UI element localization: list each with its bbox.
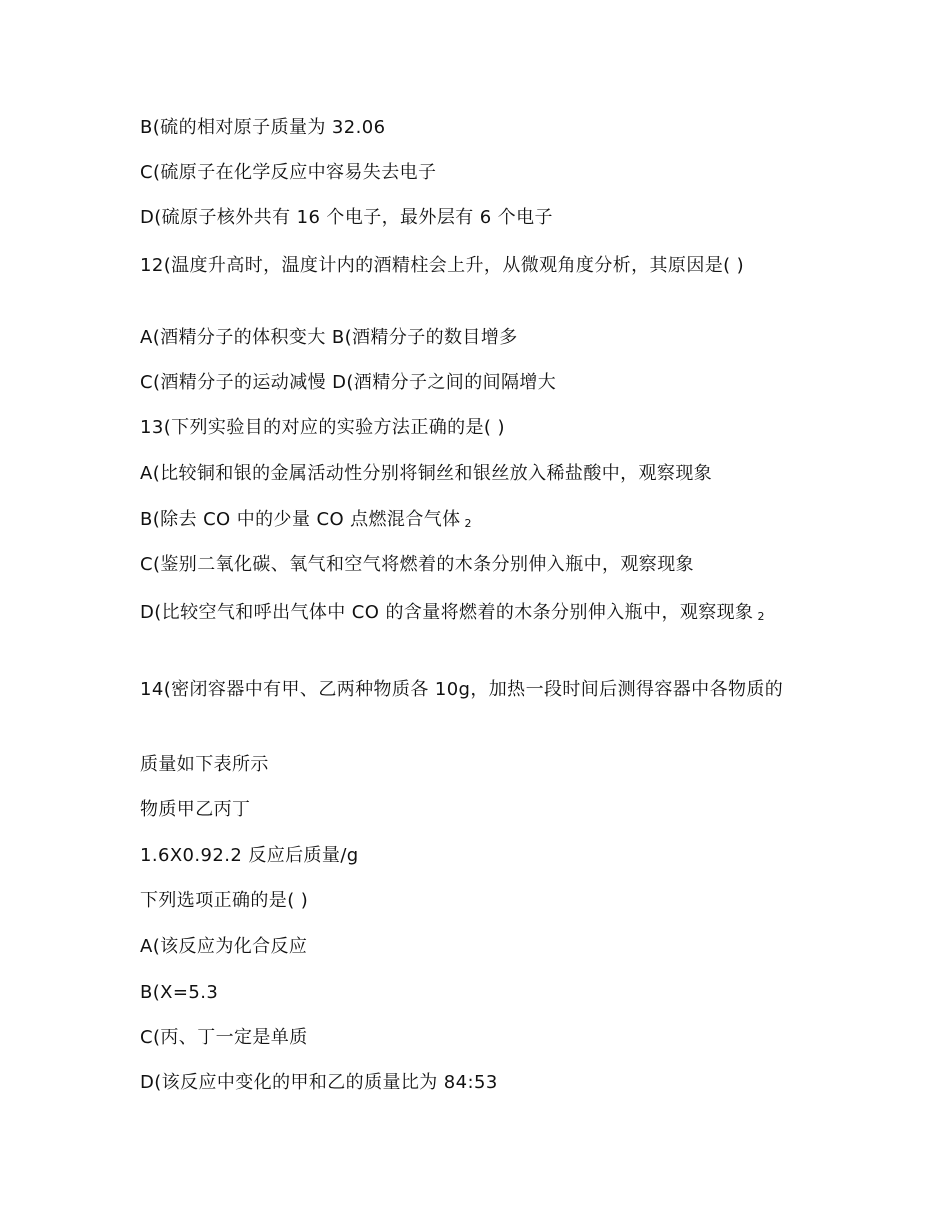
question-14-table-values: 1.6X0.92.2 反应后质量/g: [140, 845, 359, 866]
question-14-option-c: C(丙、丁一定是单质: [140, 1027, 308, 1048]
question-14-option-d: D(该反应中变化的甲和乙的质量比为 84:53: [140, 1072, 498, 1093]
question-14-stem: 14(密闭容器中有甲、乙两种物质各 10g，加热一段时间后测得容器中各物质的: [140, 679, 784, 700]
question-13-option-b-text: B(除去 CO 中的少量 CO 点燃混合气体: [140, 509, 461, 530]
question-13-option-d: [140, 599, 820, 630]
question-13-option-b: [140, 508, 472, 536]
question-14-prompt: 下列选项正确的是( ): [140, 890, 309, 911]
question-12-options-ab: A(酒精分子的体积变大 B(酒精分子的数目增多: [140, 327, 518, 348]
question-12-stem: 12(温度升高时，温度计内的酒精柱会上升，从微观角度分析，其原因是( ): [140, 255, 745, 276]
question-13-option-c: C(鉴别二氧化碳、氧气和空气将燃着的木条分别伸入瓶中，观察现象: [140, 554, 694, 575]
question-14-option-a: A(该反应为化合反应: [140, 936, 308, 957]
question-13-option-b-subscript: 2: [464, 517, 472, 530]
question-13-option-a: A(比较铜和银的金属活动性分别将铜丝和银丝放入稀盐酸中，观察现象: [140, 463, 713, 484]
question-14-table-header: 物质甲乙丙丁: [140, 799, 251, 820]
option-d-sulfur-electrons: D(硫原子核外共有 16 个电子，最外层有 6 个电子: [140, 207, 553, 228]
option-b-sulfur-atomic-mass: B(硫的相对原子质量为 32.06: [140, 117, 386, 138]
question-13-option-d-text: D(比较空气和呼出气体中 CO 的含量将燃着的木条分别伸入瓶中，观察现象: [140, 602, 754, 623]
option-c-sulfur-lose-electrons: C(硫原子在化学反应中容易失去电子: [140, 162, 437, 183]
question-13-stem: 13(下列实验目的对应的实验方法正确的是( ): [140, 417, 505, 438]
question-13-option-d-subscript: 2: [757, 610, 765, 623]
question-14-option-b: B(X=5.3: [140, 982, 219, 1003]
question-12-options-cd: C(酒精分子的运动减慢 D(酒精分子之间的间隔增大: [140, 372, 557, 393]
question-14-line-2: 质量如下表所示: [140, 754, 269, 775]
